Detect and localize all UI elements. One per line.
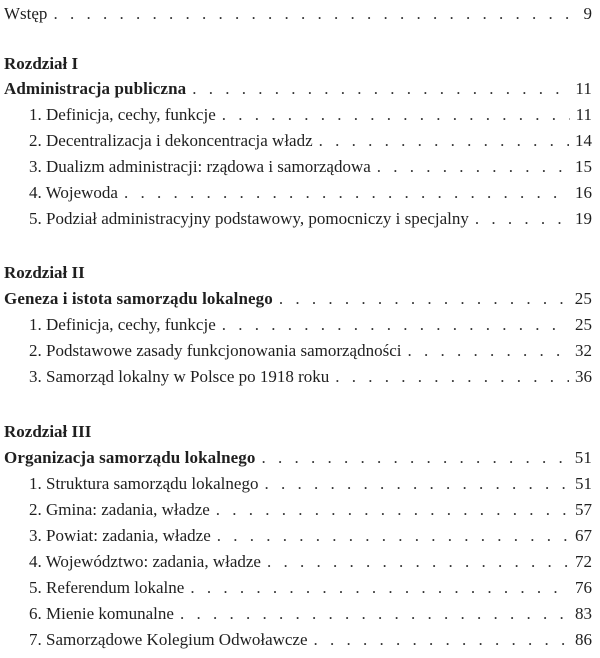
toc-entry-section[interactable]: [29, 208, 592, 230]
dot-leader: [217, 525, 569, 547]
entry-title: 7. Samorządowe Kolegium Odwoławcze: [29, 630, 308, 649]
dot-leader: [319, 130, 569, 152]
dot-leader: [192, 78, 569, 100]
dot-leader: [407, 340, 569, 362]
entry-title: 1. Definicja, cechy, funkcje: [29, 315, 216, 334]
toc-entry-intro[interactable]: [4, 3, 592, 25]
entry-page: 83: [575, 604, 592, 623]
toc-entry-section[interactable]: [29, 551, 592, 573]
entry-page: 16: [575, 183, 592, 202]
toc-entry-chapter-title[interactable]: [4, 447, 592, 469]
entry-title: 3. Samorząd lokalny w Polsce po 1918 roku: [29, 367, 330, 386]
dot-leader: [222, 314, 569, 336]
dot-leader: [279, 288, 569, 310]
chapter-label: Rozdział I: [4, 54, 79, 73]
entry-title: Wstęp: [4, 4, 48, 23]
dot-leader: [180, 603, 569, 625]
dot-leader: [261, 447, 568, 469]
entry-page: 36: [575, 367, 592, 386]
chapter-label: Rozdział II: [4, 263, 85, 282]
dot-leader: [314, 629, 569, 651]
toc-entry-section[interactable]: [29, 499, 592, 521]
entry-page: 11: [575, 105, 592, 124]
dot-leader: [264, 473, 569, 495]
toc-entry-section[interactable]: [29, 473, 592, 495]
dot-leader: [335, 366, 569, 388]
entry-page: 15: [575, 157, 592, 176]
dot-leader: [124, 182, 569, 204]
entry-title: 3. Dualizm administracji: rządowa i samorządowa: [29, 157, 371, 176]
entry-title: 6. Mienie komunalne: [29, 604, 174, 623]
entry-title: 3. Powiat: zadania, władze: [29, 526, 211, 545]
toc-entry-section[interactable]: [29, 104, 592, 126]
toc-entry-chapter-title[interactable]: [4, 78, 592, 100]
entry-page: 51: [574, 448, 592, 467]
toc-entry-section[interactable]: [29, 314, 592, 336]
entry-page: 25: [574, 289, 592, 308]
dot-leader: [222, 104, 570, 126]
entry-page: 14: [575, 131, 592, 150]
dot-leader: [190, 577, 569, 599]
entry-page: 25: [575, 315, 592, 334]
entry-title: 2. Gmina: zadania, władze: [29, 500, 210, 519]
entry-title: 4. Województwo: zadania, władze: [29, 552, 261, 571]
dot-leader: [267, 551, 569, 573]
toc-entry-section[interactable]: [29, 577, 592, 599]
entry-page: 67: [575, 526, 592, 545]
entry-title: 1. Struktura samorządu lokalnego: [29, 474, 259, 493]
entry-title: 2. Decentralizacja i dekoncentracja władz: [29, 131, 313, 150]
entry-title: 4. Wojewoda: [29, 183, 118, 202]
dot-leader: [53, 3, 577, 25]
toc-entry-section[interactable]: [29, 629, 592, 651]
toc-entry-section[interactable]: [29, 156, 592, 178]
entry-title: 1. Definicja, cechy, funkcje: [29, 105, 216, 124]
entry-page: 76: [575, 578, 592, 597]
toc-entry-section[interactable]: [29, 130, 592, 152]
toc-entry-section[interactable]: [29, 366, 592, 388]
toc-entry-section[interactable]: [29, 525, 592, 547]
entry-title: Geneza i istota samorządu lokalnego: [4, 289, 273, 308]
entry-title: 2. Podstawowe zasady funkcjonowania samorządności: [29, 341, 402, 360]
dot-leader: [475, 208, 569, 230]
toc-entry-chapter-title[interactable]: [4, 288, 592, 310]
entry-page: 72: [575, 552, 592, 571]
entry-title: 5. Podział administracyjny podstawowy, pomocniczy i specjalny: [29, 209, 469, 228]
entry-page: 57: [575, 500, 592, 519]
entry-title: 5. Referendum lokalne: [29, 578, 185, 597]
toc-entry-section[interactable]: [29, 603, 592, 625]
entry-page: 11: [575, 79, 592, 98]
entry-page: 51: [575, 474, 592, 493]
entry-title: Administracja publiczna: [4, 79, 187, 98]
entry-page: 19: [575, 209, 592, 228]
entry-page: 32: [575, 341, 592, 360]
entry-page: 9: [583, 4, 592, 23]
entry-page: 86: [575, 630, 592, 649]
entry-title: Organizacja samorządu lokalnego: [4, 448, 256, 467]
toc-entry-section[interactable]: [29, 182, 592, 204]
dot-leader: [216, 499, 569, 521]
chapter-label: Rozdział III: [4, 422, 92, 441]
dot-leader: [377, 156, 569, 178]
toc-entry-section[interactable]: [29, 340, 592, 362]
